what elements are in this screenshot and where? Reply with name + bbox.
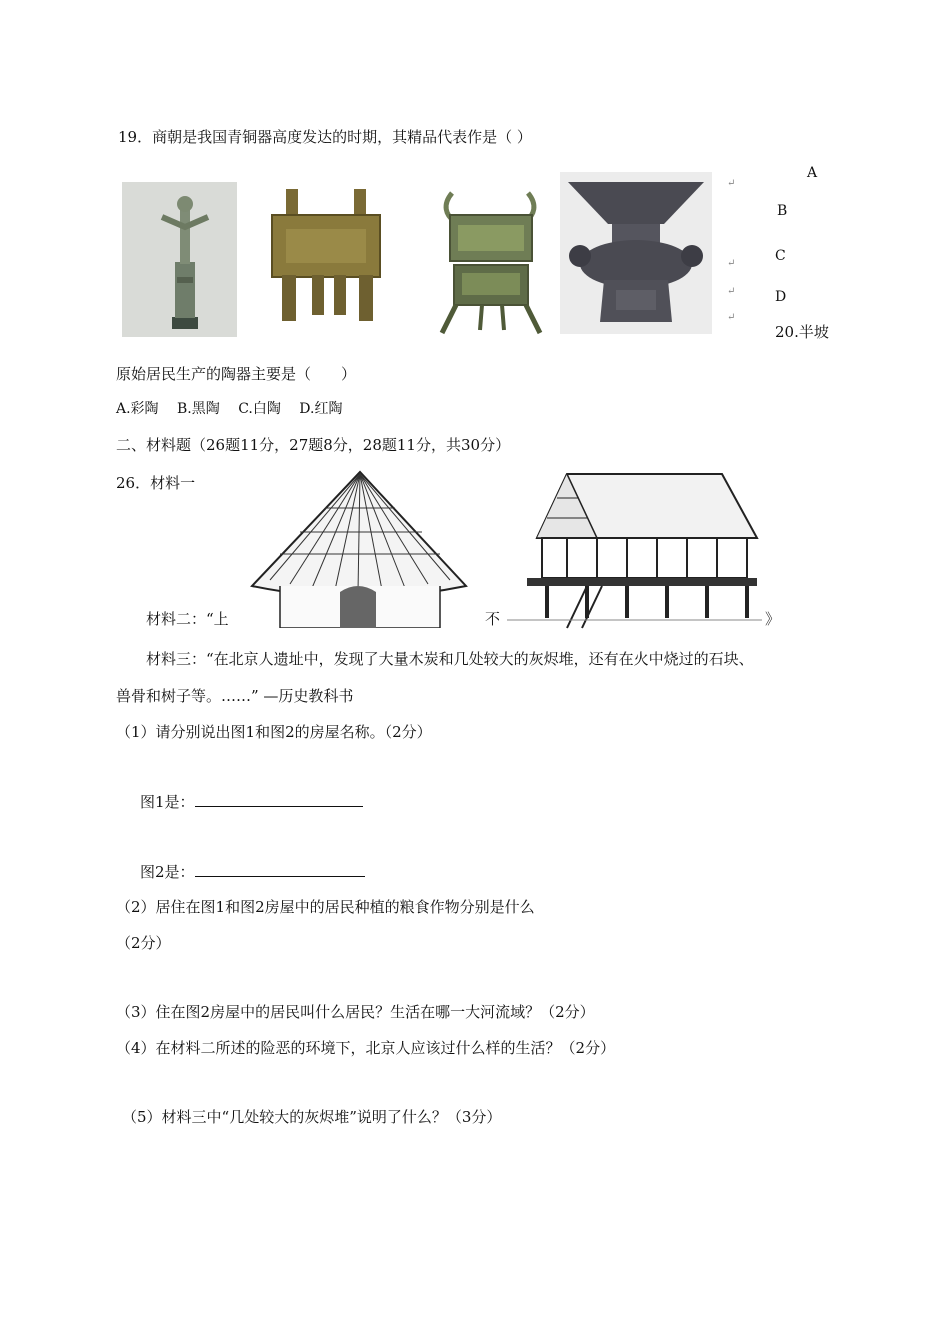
q20-question-end: 原始居民生产的陶器主要是（ ） — [116, 365, 357, 383]
fig2-label: 图2是： — [140, 863, 195, 881]
q26-material2-end: 》 — [765, 610, 781, 628]
fig1-label: 图1是： — [140, 793, 195, 811]
q19-option-d: D — [775, 289, 787, 305]
q26-material2-mid: 不 — [485, 610, 501, 628]
q26-material3-line1: 材料三：“在北京人遗址中，发现了大量木炭和几处较大的灰烬堆，还有在火中烧过的石块、 — [146, 650, 754, 668]
q26-sub3: （3）住在图2房屋中的居民叫什么居民？生活在哪一大河流域？（2分） — [116, 1003, 595, 1021]
bronze-figure-image — [122, 182, 237, 337]
q26-label: 26．材料一 — [116, 474, 196, 492]
ornate-vessel-image — [432, 185, 550, 338]
q19-option-a: A — [807, 165, 818, 181]
fig2-answer-blank[interactable] — [195, 862, 365, 877]
q19-option-b: B — [777, 203, 788, 219]
fig1-answer-row — [140, 792, 363, 812]
fig2-answer-row — [140, 862, 365, 882]
q19-question: 19．商朝是我国青铜器高度发达的时期，其精品代表作是（ ） — [118, 128, 532, 146]
stilt-house-image — [507, 468, 762, 630]
paragraph-mark-icon: ↵ — [727, 286, 736, 297]
paragraph-mark-icon: ↵ — [727, 312, 736, 323]
q26-sub5: （5）材料三中“几处较大的灰烬堆”说明了什么？（3分） — [122, 1108, 502, 1126]
paragraph-mark-icon: ↵ — [727, 258, 736, 269]
q20-options: A.彩陶 B.黑陶 C.白陶 D.红陶 — [116, 401, 343, 417]
paragraph-mark-icon: ↵ — [727, 178, 736, 189]
q26-sub4: （4）在材料二所述的险恶的环境下，北京人应该过什么样的生活？（2分） — [116, 1039, 616, 1057]
four-ram-zun-image — [560, 172, 712, 334]
round-hut-image — [240, 468, 475, 628]
q26-material3-line2: 兽骨和树子等。……” —历史教科书 — [116, 687, 354, 705]
q19-option-c: C — [775, 248, 786, 264]
q26-sub2-line2: （2分） — [116, 934, 171, 952]
q26-material2-start: 材料二：“上 — [146, 610, 229, 628]
q26-sub2-line1: （2）居住在图1和图2房屋中的居民种植的粮食作物分别是什么 — [116, 898, 535, 916]
q26-sub1: （1）请分别说出图1和图2的房屋名称。（2分） — [116, 723, 432, 741]
q20-question-start: 20.半坡 — [775, 323, 829, 341]
fig1-answer-blank[interactable] — [195, 792, 363, 807]
square-ding-image — [264, 185, 389, 330]
section2-title: 二、材料题（26题11分，27题8分，28题11分，共30分） — [116, 436, 511, 454]
